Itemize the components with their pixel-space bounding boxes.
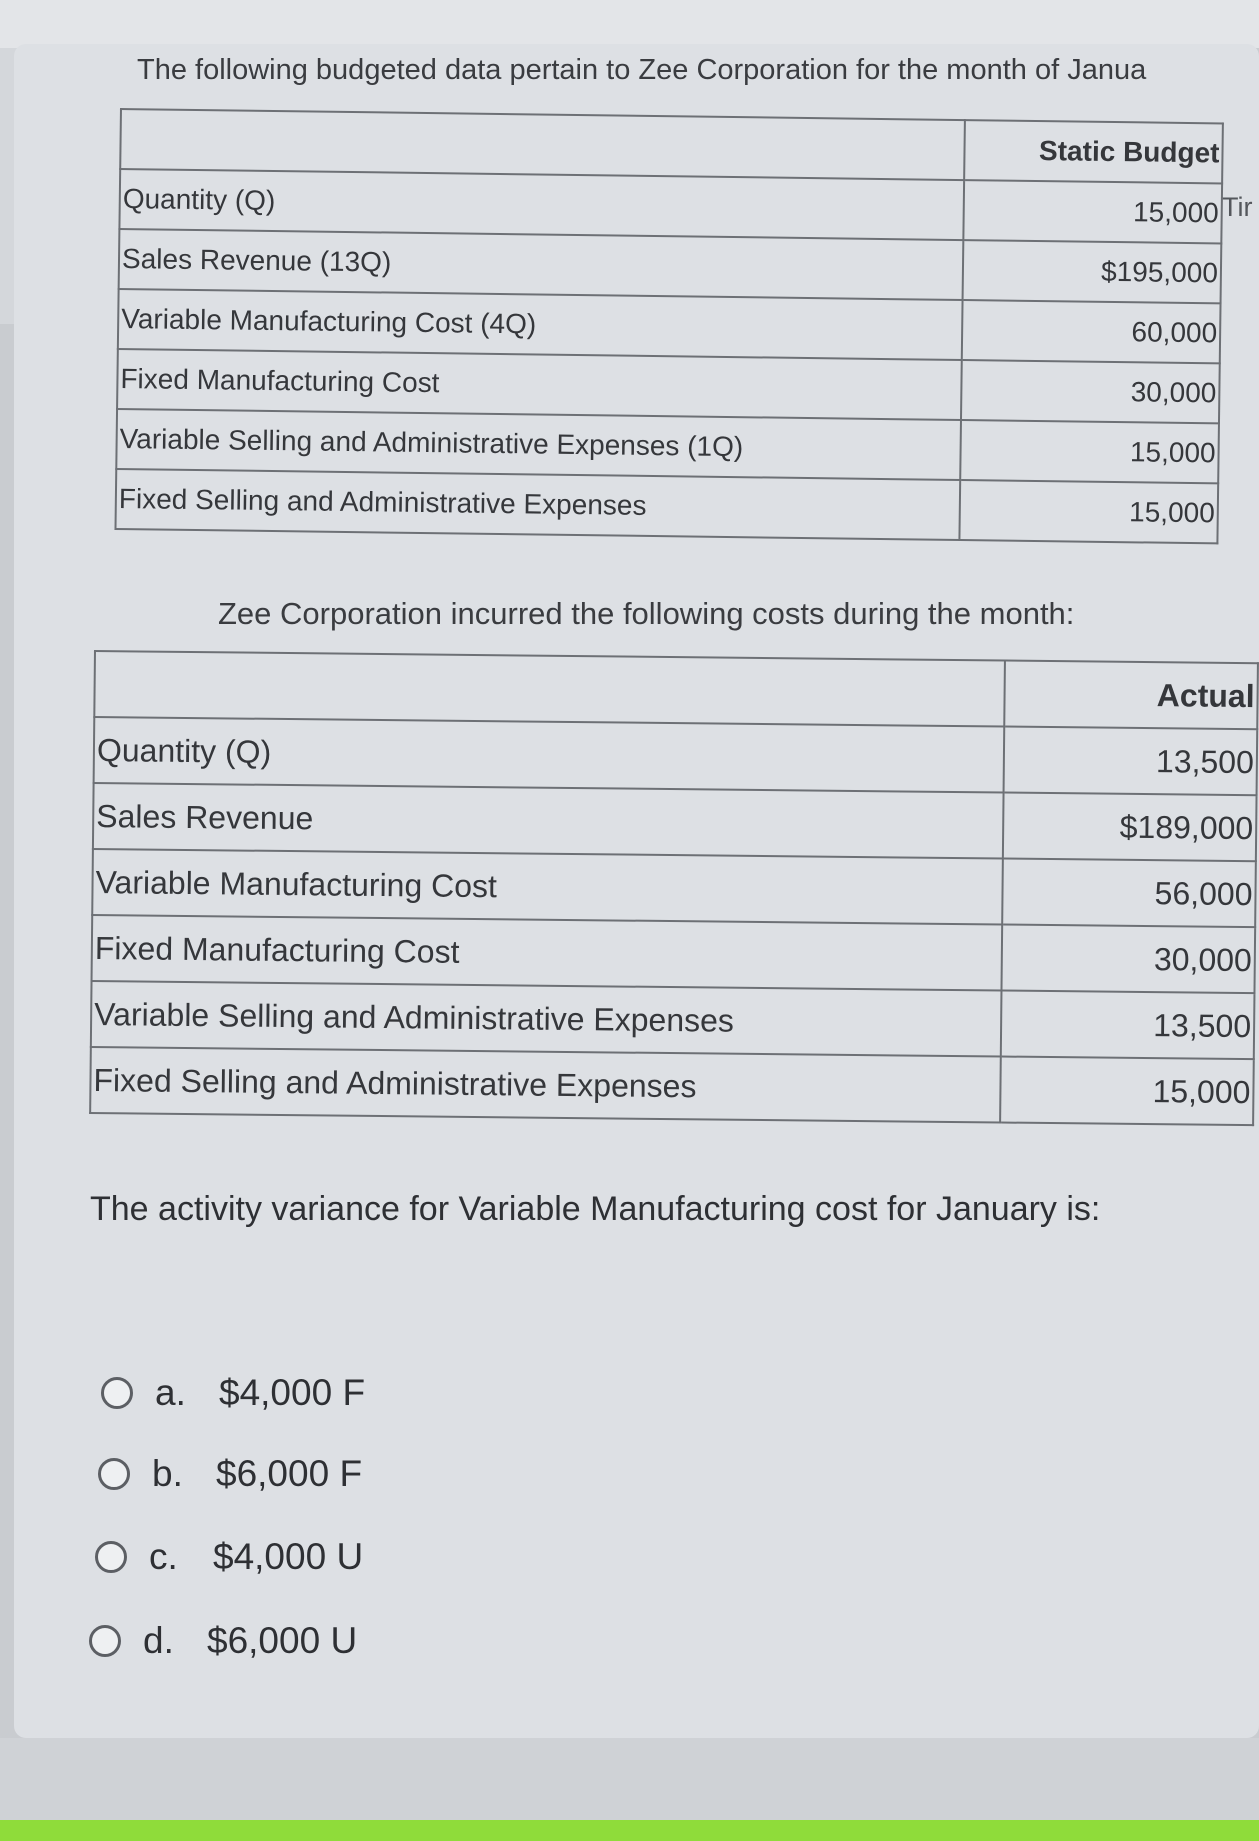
row-value: 15,000 xyxy=(959,480,1218,543)
option-text: $6,000 F xyxy=(216,1453,363,1494)
row-value: 60,000 xyxy=(962,300,1221,363)
row-label: Fixed Selling and Administrative Expenses xyxy=(90,1047,1001,1123)
table-row xyxy=(93,783,1257,861)
static-budget-table xyxy=(114,108,1223,544)
below-panel-area xyxy=(0,1738,1259,1820)
row-label: Fixed Manufacturing Cost xyxy=(92,915,1003,991)
row-value: 56,000 xyxy=(1002,859,1256,928)
option-letter: d. xyxy=(143,1620,174,1661)
row-value: $195,000 xyxy=(963,240,1222,303)
row-label: Fixed Selling and Administrative Expenses xyxy=(115,469,960,540)
row-label: Fixed Manufacturing Cost xyxy=(117,349,962,420)
radio-button-icon[interactable] xyxy=(95,1541,127,1573)
row-value: 30,000 xyxy=(1001,925,1255,994)
option-a[interactable] xyxy=(101,1372,365,1414)
option-letter: c. xyxy=(149,1536,178,1577)
option-text: $6,000 U xyxy=(207,1620,358,1661)
row-label: Sales Revenue (13Q) xyxy=(119,229,964,300)
radio-button-icon[interactable] xyxy=(101,1377,133,1409)
option-text: $4,000 F xyxy=(219,1372,366,1413)
header-actual: Actual xyxy=(1004,661,1258,730)
row-value: 13,500 xyxy=(1004,727,1258,796)
row-value: 15,000 xyxy=(960,420,1219,483)
row-value: 15,000 xyxy=(1000,1057,1254,1126)
header-blank-cell xyxy=(120,109,965,180)
row-label: Variable Selling and Administrative Expenses xyxy=(91,981,1002,1057)
option-d[interactable] xyxy=(89,1620,357,1662)
actual-costs-table xyxy=(89,650,1259,1126)
table-row xyxy=(92,915,1256,993)
actual-costs-intro: Zee Corporation incurred the following costs during the month: xyxy=(218,596,1075,631)
header-static-budget: Static Budget xyxy=(964,120,1223,183)
option-text: $4,000 U xyxy=(213,1536,364,1577)
question-text: The activity variance for Variable Manufacturing cost for January is: xyxy=(90,1190,1101,1228)
table-row xyxy=(94,717,1258,795)
cut-off-text: Tir xyxy=(1222,192,1253,222)
row-label: Variable Manufacturing Cost (4Q) xyxy=(118,289,963,360)
option-letter: a. xyxy=(155,1372,186,1413)
radio-button-icon[interactable] xyxy=(98,1458,130,1490)
intro-text: The following budgeted data pertain to Zee Corporation for the month of Janua xyxy=(137,54,1147,86)
bottom-green-bar xyxy=(0,1820,1259,1841)
row-label: Sales Revenue xyxy=(93,783,1004,859)
table-header-row xyxy=(94,651,1258,729)
row-value: 13,500 xyxy=(1001,991,1255,1060)
option-b[interactable] xyxy=(98,1453,362,1495)
header-blank-cell xyxy=(94,651,1005,727)
radio-button-icon[interactable] xyxy=(89,1625,121,1657)
row-label: Quantity (Q) xyxy=(119,169,964,240)
table-row xyxy=(91,981,1255,1059)
row-label: Variable Manufacturing Cost xyxy=(92,849,1003,925)
row-label: Variable Selling and Administrative Expenses (1Q) xyxy=(116,409,961,480)
option-c[interactable] xyxy=(95,1536,363,1578)
table-row xyxy=(92,849,1256,927)
row-value: $189,000 xyxy=(1003,793,1257,862)
row-value: 30,000 xyxy=(961,360,1220,423)
table-row xyxy=(90,1047,1254,1125)
row-value: 15,000 xyxy=(963,180,1222,243)
row-label: Quantity (Q) xyxy=(94,717,1005,793)
option-letter: b. xyxy=(152,1453,183,1494)
screen-top-area xyxy=(0,0,1259,48)
